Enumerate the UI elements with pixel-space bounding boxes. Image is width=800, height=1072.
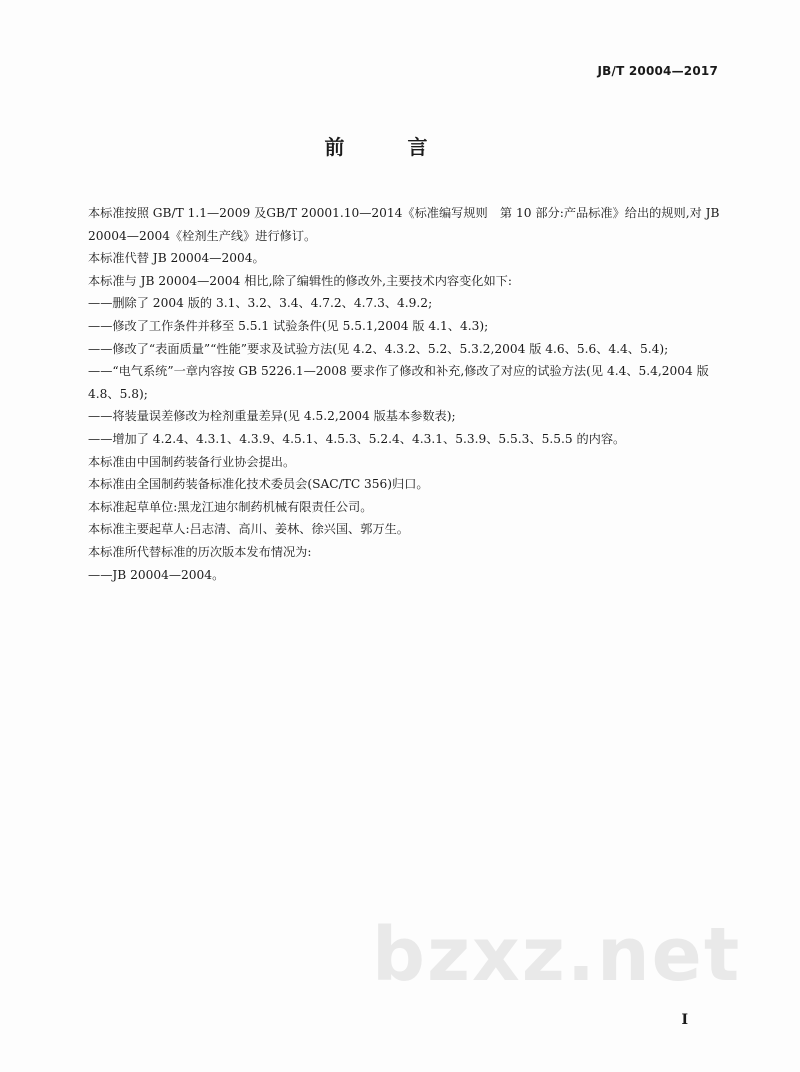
page-number: I (681, 1012, 688, 1028)
list-item: ——JB 20004—2004。 (88, 567, 225, 582)
standard-number: JB/T 20004—2017 (597, 64, 718, 78)
list-item: ——增加了 4.2.4、4.3.1、4.3.9、4.5.1、4.5.3、5.2.4、4.3.1、5.3.9、5.5.3、5.5.5 的内容。 (88, 431, 626, 446)
list-item: ——将装量误差修改为栓剂重量差异(见 4.5.2,2004 版基本参数表); (88, 409, 456, 424)
paragraph: 本标准与 JB 20004—2004 相比,除了编辑性的修改外,主要技术内容变化如下: (88, 273, 512, 288)
paragraph: 本标准主要起草人:吕志清、高川、姜林、徐兴国、郭万生。 (88, 522, 409, 537)
watermark: bzxz.net (372, 912, 742, 998)
paragraph: 本标准按照 GB/T 1.1—2009 及GB/T 20001.10—2014《标准编写规则 第 10 部分:产品标准》给出的规则,对 JB 20004—2004《栓剂生产线》进行修订。 (88, 206, 720, 243)
paragraph: 本标准由中国制药装备行业协会提出。 (88, 454, 296, 469)
paragraph: 本标准起草单位:黑龙江迪尔制药机械有限责任公司。 (88, 499, 373, 514)
list-item: ——修改了“表面质量”“性能”要求及试验方法(见 4.2、4.3.2、5.2、5.3.2,2004 版 4.6、5.6、4.4、5.4); (88, 341, 669, 356)
paragraph: 本标准所代替标准的历次版本发布情况为: (88, 544, 312, 559)
list-item: ——“电气系统”一章内容按 GB 5226.1—2008 要求作了修改和补充,修改了对应的试验方法(见 4.4、5.4,2004 版 4.8、5.8); (88, 364, 709, 401)
list-item: ——修改了工作条件并移至 5.5.1 试验条件(见 5.5.1,2004 版 4.1、4.3); (88, 318, 489, 333)
list-item: ——删除了 2004 版的 3.1、3.2、3.4、4.7.2、4.7.3、4.9.2; (88, 296, 433, 311)
paragraph: 本标准代替 JB 20004—2004。 (88, 251, 265, 266)
foreword-body (88, 202, 720, 586)
paragraph: 本标准由全国制药装备标准化技术委员会(SAC/TC 356)归口。 (88, 477, 429, 492)
page-title: 前 言 (324, 135, 456, 159)
